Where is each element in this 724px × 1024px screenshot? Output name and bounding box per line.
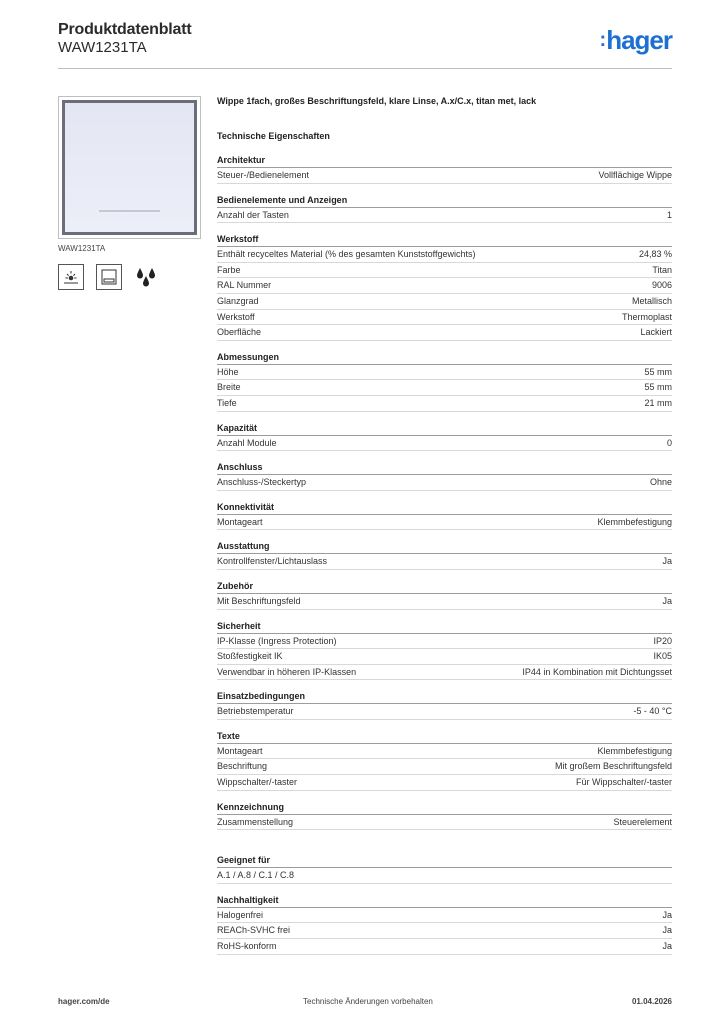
spec-row: [217, 365, 672, 381]
spec-row: [217, 908, 672, 924]
spec-label: Anschluss-/Steckertyp: [217, 477, 307, 488]
section-title: Konnektivität: [217, 501, 672, 515]
spec-label: Anzahl der Tasten: [217, 209, 289, 220]
spec-row: [217, 868, 672, 884]
spec-value: Ja: [662, 925, 672, 936]
spec-label: REACh-SVHC frei: [217, 925, 291, 936]
section-title: Texte: [217, 730, 672, 744]
spec-row: [217, 649, 672, 665]
spec-label: RAL Nummer: [217, 280, 272, 291]
spec-label: Werkstoff: [217, 311, 255, 322]
spec-value: IP20: [653, 635, 672, 646]
section-title: Abmessungen: [217, 351, 672, 365]
spec-row: [217, 325, 672, 341]
section-title: Einsatzbedingungen: [217, 690, 672, 704]
spec-value: Ja: [662, 595, 672, 606]
spec-label: Kontrollfenster/Lichtauslass: [217, 556, 328, 567]
logo-prefix: :: [599, 29, 606, 51]
spec-section: [217, 854, 672, 884]
section-title: Zubehör: [217, 580, 672, 594]
spec-row: [217, 380, 672, 396]
footer-disclaimer: Technische Änderungen vorbehalten: [303, 997, 433, 1006]
spec-row: [217, 554, 672, 570]
spec-value: Klemmbefestigung: [597, 516, 672, 527]
spec-label: Wippschalter/-taster: [217, 777, 298, 788]
spec-section: [217, 894, 672, 955]
spec-value: Ja: [662, 941, 672, 952]
spec-sections: [217, 154, 672, 830]
header-divider: [58, 68, 672, 69]
spec-section: [217, 580, 672, 610]
spec-row: [217, 168, 672, 184]
spec-value: Für Wippschalter/-taster: [575, 777, 672, 788]
spec-row: [217, 263, 672, 279]
spec-section: [217, 801, 672, 831]
spec-value: 24,83 %: [638, 249, 672, 260]
section-title: Geeignet für: [217, 854, 672, 868]
spec-label: Glanzgrad: [217, 295, 259, 306]
spec-row: [217, 310, 672, 326]
section-title: Werkstoff: [217, 233, 672, 247]
spec-section: [217, 730, 672, 791]
spec-label: Tiefe: [217, 397, 237, 408]
spec-label: Montageart: [217, 516, 263, 527]
section-title: Architektur: [217, 154, 672, 168]
spec-row: [217, 815, 672, 831]
section-title: Nachhaltigkeit: [217, 894, 672, 908]
section-title: Kapazität: [217, 422, 672, 436]
spec-label: Betriebstemperatur: [217, 706, 294, 717]
spec-label: Steuer-/Bedienelement: [217, 170, 310, 180]
spec-label: Stoßfestigkeit IK: [217, 651, 283, 662]
label-slot: [99, 210, 160, 212]
spec-section: [217, 620, 672, 681]
spec-label: Zusammenstellung: [217, 816, 294, 827]
spec-value: Vollflächige Wippe: [598, 170, 672, 180]
spec-section: [217, 422, 672, 452]
feature-icons: [58, 264, 160, 290]
label-field-icon: [96, 264, 122, 290]
spec-label: Breite: [217, 382, 241, 393]
spec-value: Mit großem Beschriftungsfeld: [554, 761, 672, 772]
spec-value: Steuerelement: [613, 816, 672, 827]
spec-label: Oberfläche: [217, 327, 262, 338]
spec-label: A.1 / A.8 / C.1 / C.8: [217, 870, 295, 881]
spec-value: Klemmbefestigung: [597, 745, 672, 756]
spec-value: IP44 in Kombination mit Dichtungsset: [522, 666, 672, 677]
section-title: Anschluss: [217, 461, 672, 475]
spec-label: Verwendbar in höheren IP-Klassen: [217, 666, 357, 677]
spec-value: Ja: [662, 556, 672, 567]
spec-value: Ja: [662, 909, 672, 920]
spec-value: -5 - 40 °C: [633, 706, 672, 717]
spec-label: Halogenfrei: [217, 909, 264, 920]
product-code: WAW1231TA: [58, 39, 147, 56]
spec-section: [217, 501, 672, 531]
spec-value: 9006: [651, 280, 672, 291]
section-title: Bedienelemente und Anzeigen: [217, 194, 672, 208]
spec-value: IK05: [653, 651, 672, 662]
spec-row: [217, 744, 672, 760]
spec-value: 21 mm: [644, 397, 672, 408]
spec-row: [217, 436, 672, 452]
spec-value: Titan: [652, 264, 672, 275]
section-title: Ausstattung: [217, 540, 672, 554]
spec-label: Anzahl Module: [217, 437, 277, 448]
spec-value: Thermoplast: [621, 311, 672, 322]
spec-value: 1: [666, 209, 672, 220]
spec-value: Metallisch: [631, 295, 672, 306]
spec-row: [217, 594, 672, 610]
spec-row: [217, 247, 672, 263]
spec-section: [217, 540, 672, 570]
spec-row: [217, 923, 672, 939]
spec-row: [217, 759, 672, 775]
spec-row: [217, 278, 672, 294]
footer-date: 01.04.2026: [631, 997, 672, 1006]
suitable-section: [217, 854, 672, 884]
spec-section: [217, 351, 672, 412]
spec-label: Mit Beschriftungsfeld: [217, 595, 301, 606]
spec-section: [217, 233, 672, 341]
spec-label: Enthält recyceltes Material (% des gesamten Kunststoffgewichts): [217, 249, 476, 260]
spec-row: [217, 939, 672, 955]
spec-row: [217, 396, 672, 412]
logo-text: hager: [606, 25, 672, 55]
spec-row: [217, 665, 672, 681]
hager-logo: [600, 25, 672, 56]
spec-row: [217, 515, 672, 531]
spec-value: 0: [666, 437, 672, 448]
spec-row: [217, 294, 672, 310]
spec-label: Farbe: [217, 264, 241, 275]
spec-row: [217, 475, 672, 491]
spec-row: [217, 704, 672, 720]
footer-website[interactable]: hager.com/de: [58, 997, 110, 1006]
section-title: Sicherheit: [217, 620, 672, 634]
spec-label: Beschriftung: [217, 761, 268, 772]
spec-row: [217, 775, 672, 791]
spec-label: Montageart: [217, 745, 263, 756]
section-title: Kennzeichnung: [217, 801, 672, 815]
spec-row: [217, 208, 672, 224]
spec-value: 55 mm: [644, 366, 672, 377]
header-title: Produktdatenblatt: [58, 21, 192, 38]
spec-label: IP-Klasse (Ingress Protection): [217, 635, 337, 646]
product-image: [58, 96, 201, 239]
specifications: [217, 96, 672, 965]
tech-heading: Technische Eigenschaften: [217, 131, 330, 141]
spec-value: 55 mm: [644, 382, 672, 393]
spec-value: Ohne: [649, 477, 672, 488]
spec-section: [217, 461, 672, 491]
product-caption: WAW1231TA: [58, 244, 106, 253]
spec-label: Höhe: [217, 366, 239, 377]
spec-section: [217, 154, 672, 184]
spec-section: [217, 194, 672, 224]
spec-value: Lackiert: [640, 327, 672, 338]
rocker-plate: [62, 100, 197, 235]
product-description: Wippe 1fach, großes Beschriftungsfeld, klare Linse, A.x/C.x, titan met, lack: [217, 96, 537, 106]
spec-section: [217, 690, 672, 720]
light-bulb-icon: [58, 264, 84, 290]
spec-label: RoHS-konform: [217, 941, 277, 952]
sustainability-section: [217, 894, 672, 955]
water-drops-icon: [134, 264, 160, 290]
spec-row: [217, 634, 672, 650]
